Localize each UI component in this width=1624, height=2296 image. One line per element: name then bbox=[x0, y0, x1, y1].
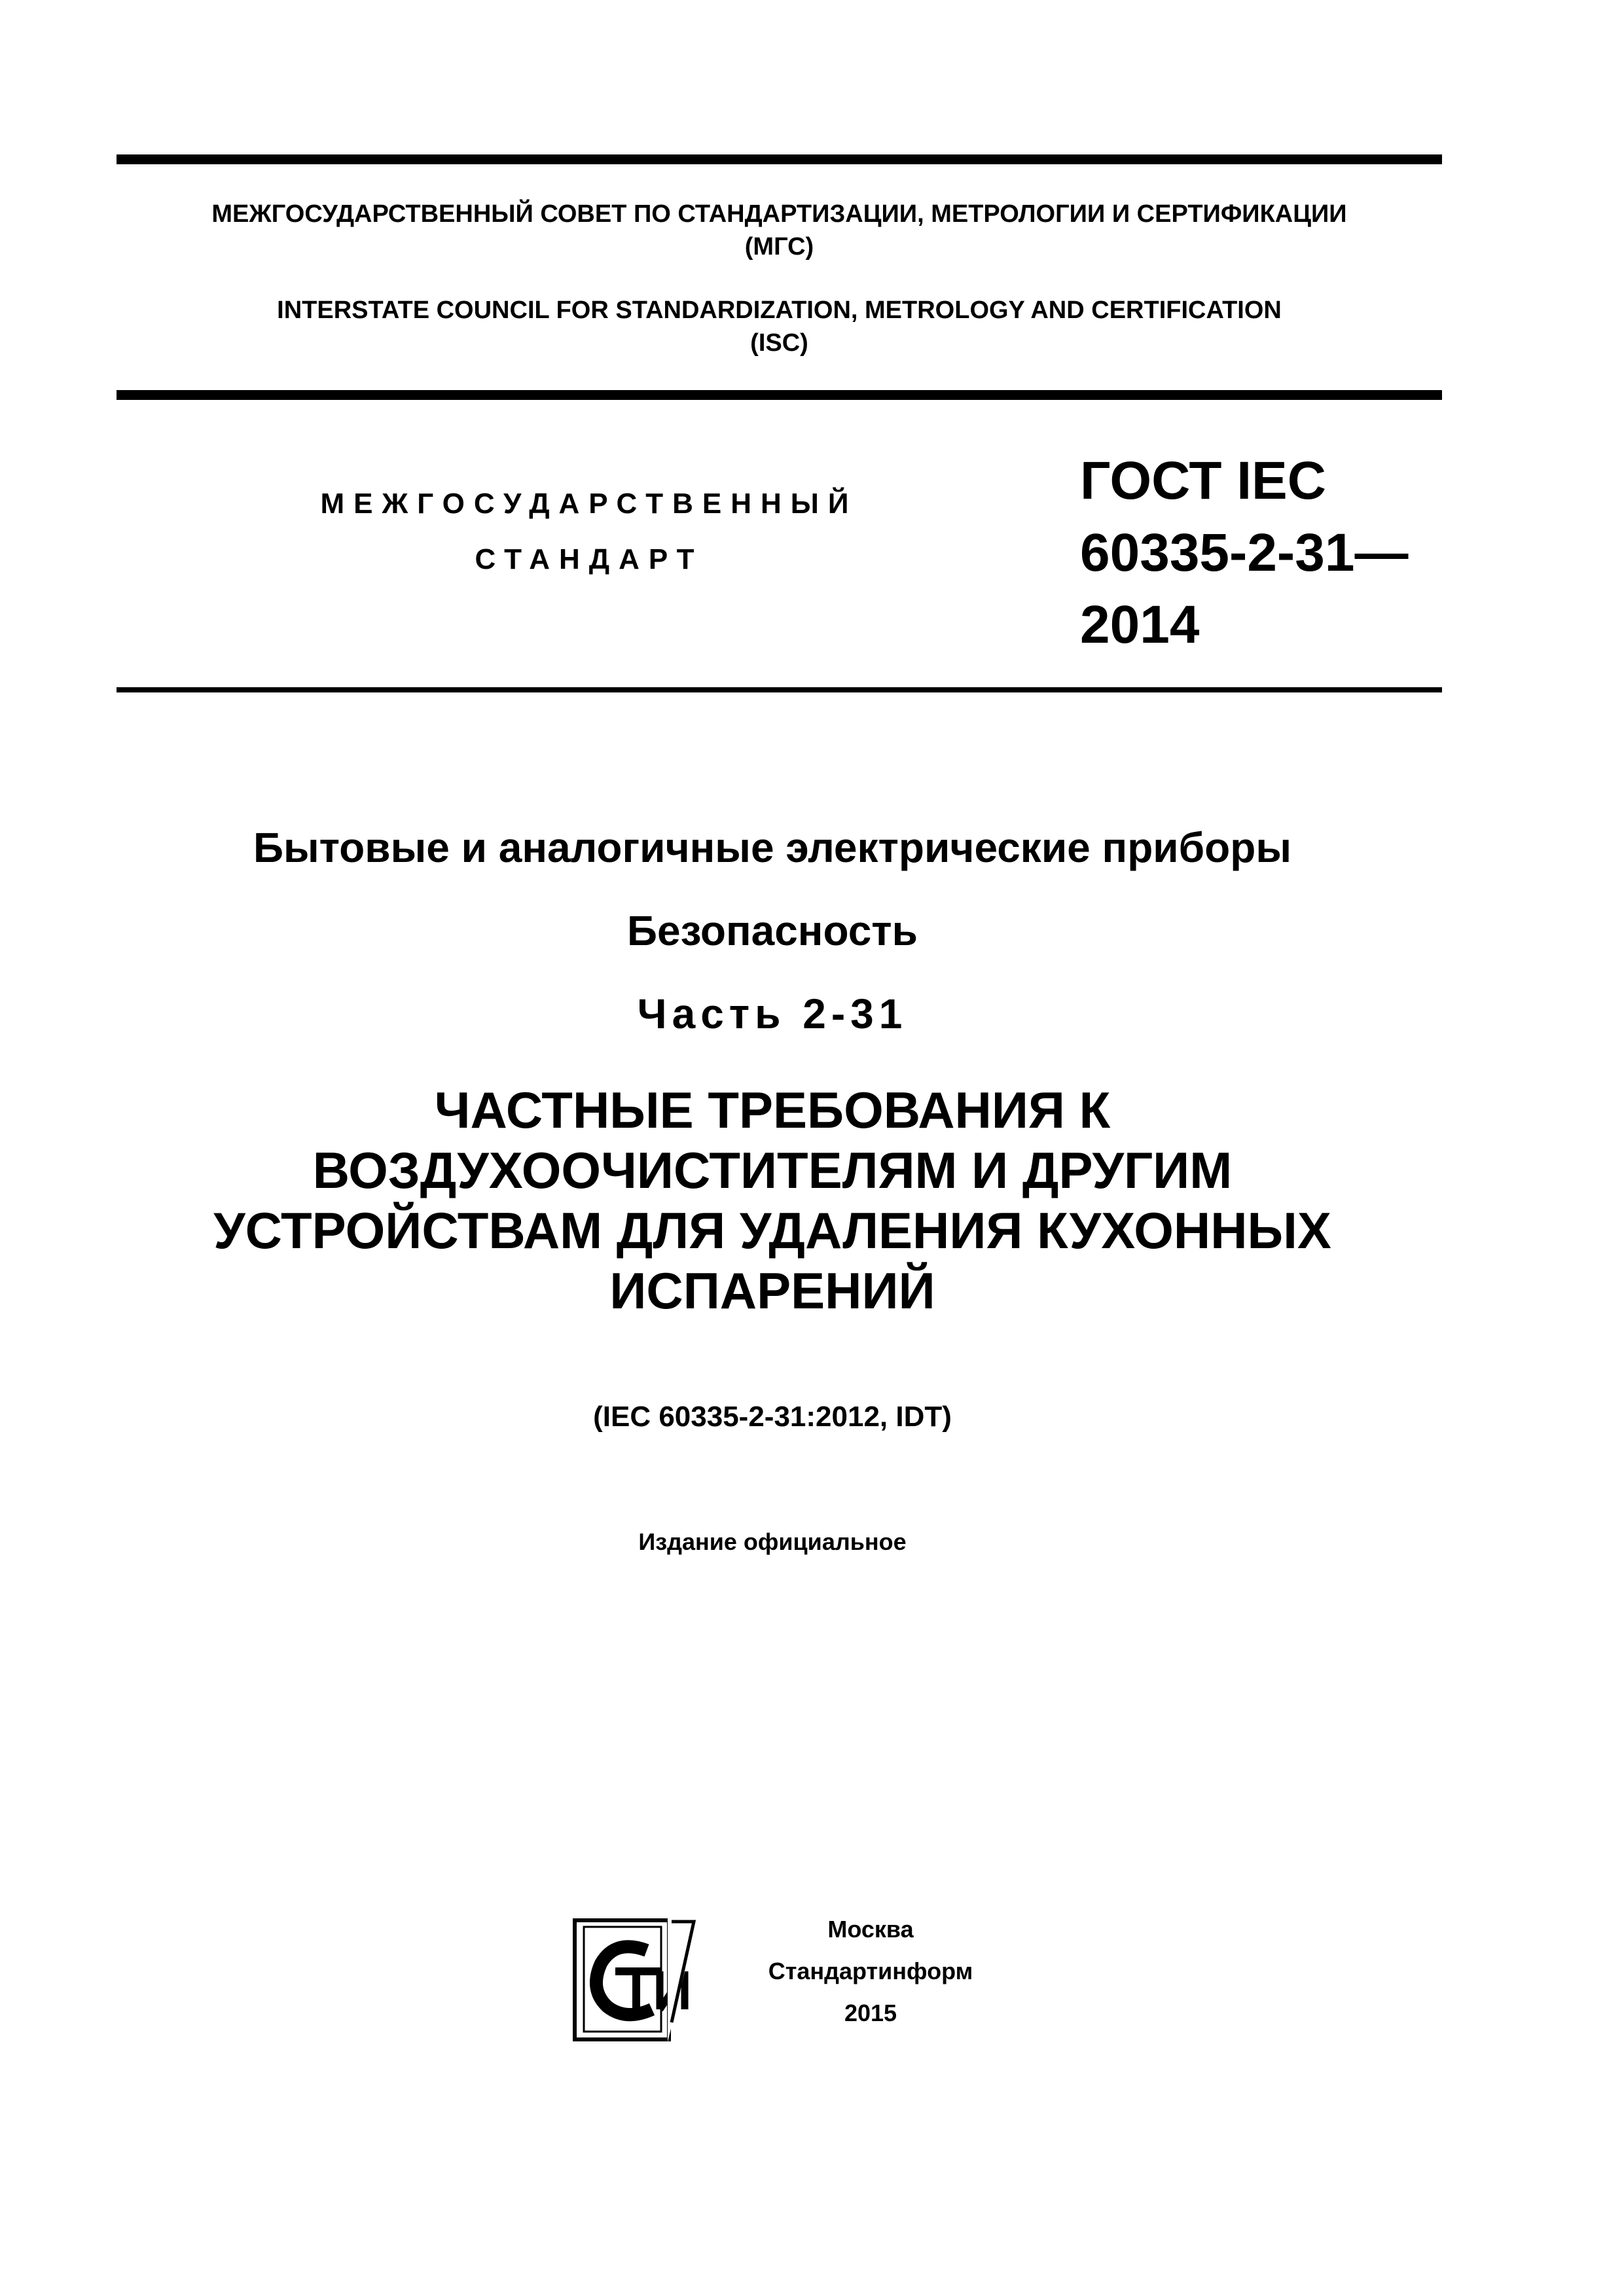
gost-designation-line2: 60335-2-31— bbox=[1080, 523, 1409, 583]
council-ru-line1: МЕЖГОСУДАРСТВЕННЫЙ СОВЕТ ПО СТАНДАРТИЗАЦИИ, МЕТРОЛОГИИ И СЕРТИФИКАЦИИ bbox=[211, 200, 1347, 228]
gost-designation-line3: 2014 bbox=[1080, 595, 1200, 655]
title-line1: Бытовые и аналогичные электрические приборы bbox=[253, 824, 1292, 871]
standartinform-logo-icon bbox=[569, 1911, 700, 2049]
main-title-line2: ВОЗДУХООЧИСТИТЕЛЯМ И ДРУГИМ bbox=[312, 1141, 1233, 1199]
imprint-city: Москва bbox=[827, 1916, 914, 1943]
gost-designation-line1: ГОСТ IEC bbox=[1080, 451, 1326, 511]
title-line2: Безопасность bbox=[627, 907, 918, 954]
iec-reference: (IEC 60335-2-31:2012, IDT) bbox=[593, 1401, 952, 1433]
standard-type-line1: МЕЖГОСУДАРСТВЕННЫЙ bbox=[320, 488, 858, 520]
edition-note: Издание официальное bbox=[638, 1528, 907, 1555]
imprint-year: 2015 bbox=[844, 2000, 897, 2026]
standard-type-line2: СТАНДАРТ bbox=[475, 543, 704, 575]
council-ru-line2: (МГС) bbox=[744, 233, 814, 260]
top-divider bbox=[117, 154, 1442, 164]
header-divider bbox=[117, 687, 1442, 692]
main-title-line3: УСТРОЙСТВАМ ДЛЯ УДАЛЕНИЯ КУХОННЫХ bbox=[213, 1202, 1331, 1259]
council-divider bbox=[117, 390, 1442, 400]
imprint-publisher: Стандартинформ bbox=[768, 1958, 973, 1984]
main-title-line1: ЧАСТНЫЕ ТРЕБОВАНИЯ К bbox=[434, 1081, 1111, 1139]
council-en-line1: INTERSTATE COUNCIL FOR STANDARDIZATION, METROLOGY AND CERTIFICATION bbox=[277, 296, 1282, 324]
council-en-line2: (ISC) bbox=[750, 329, 808, 357]
title-part: Часть 2-31 bbox=[637, 990, 908, 1037]
main-title-line4: ИСПАРЕНИЙ bbox=[609, 1262, 935, 1319]
